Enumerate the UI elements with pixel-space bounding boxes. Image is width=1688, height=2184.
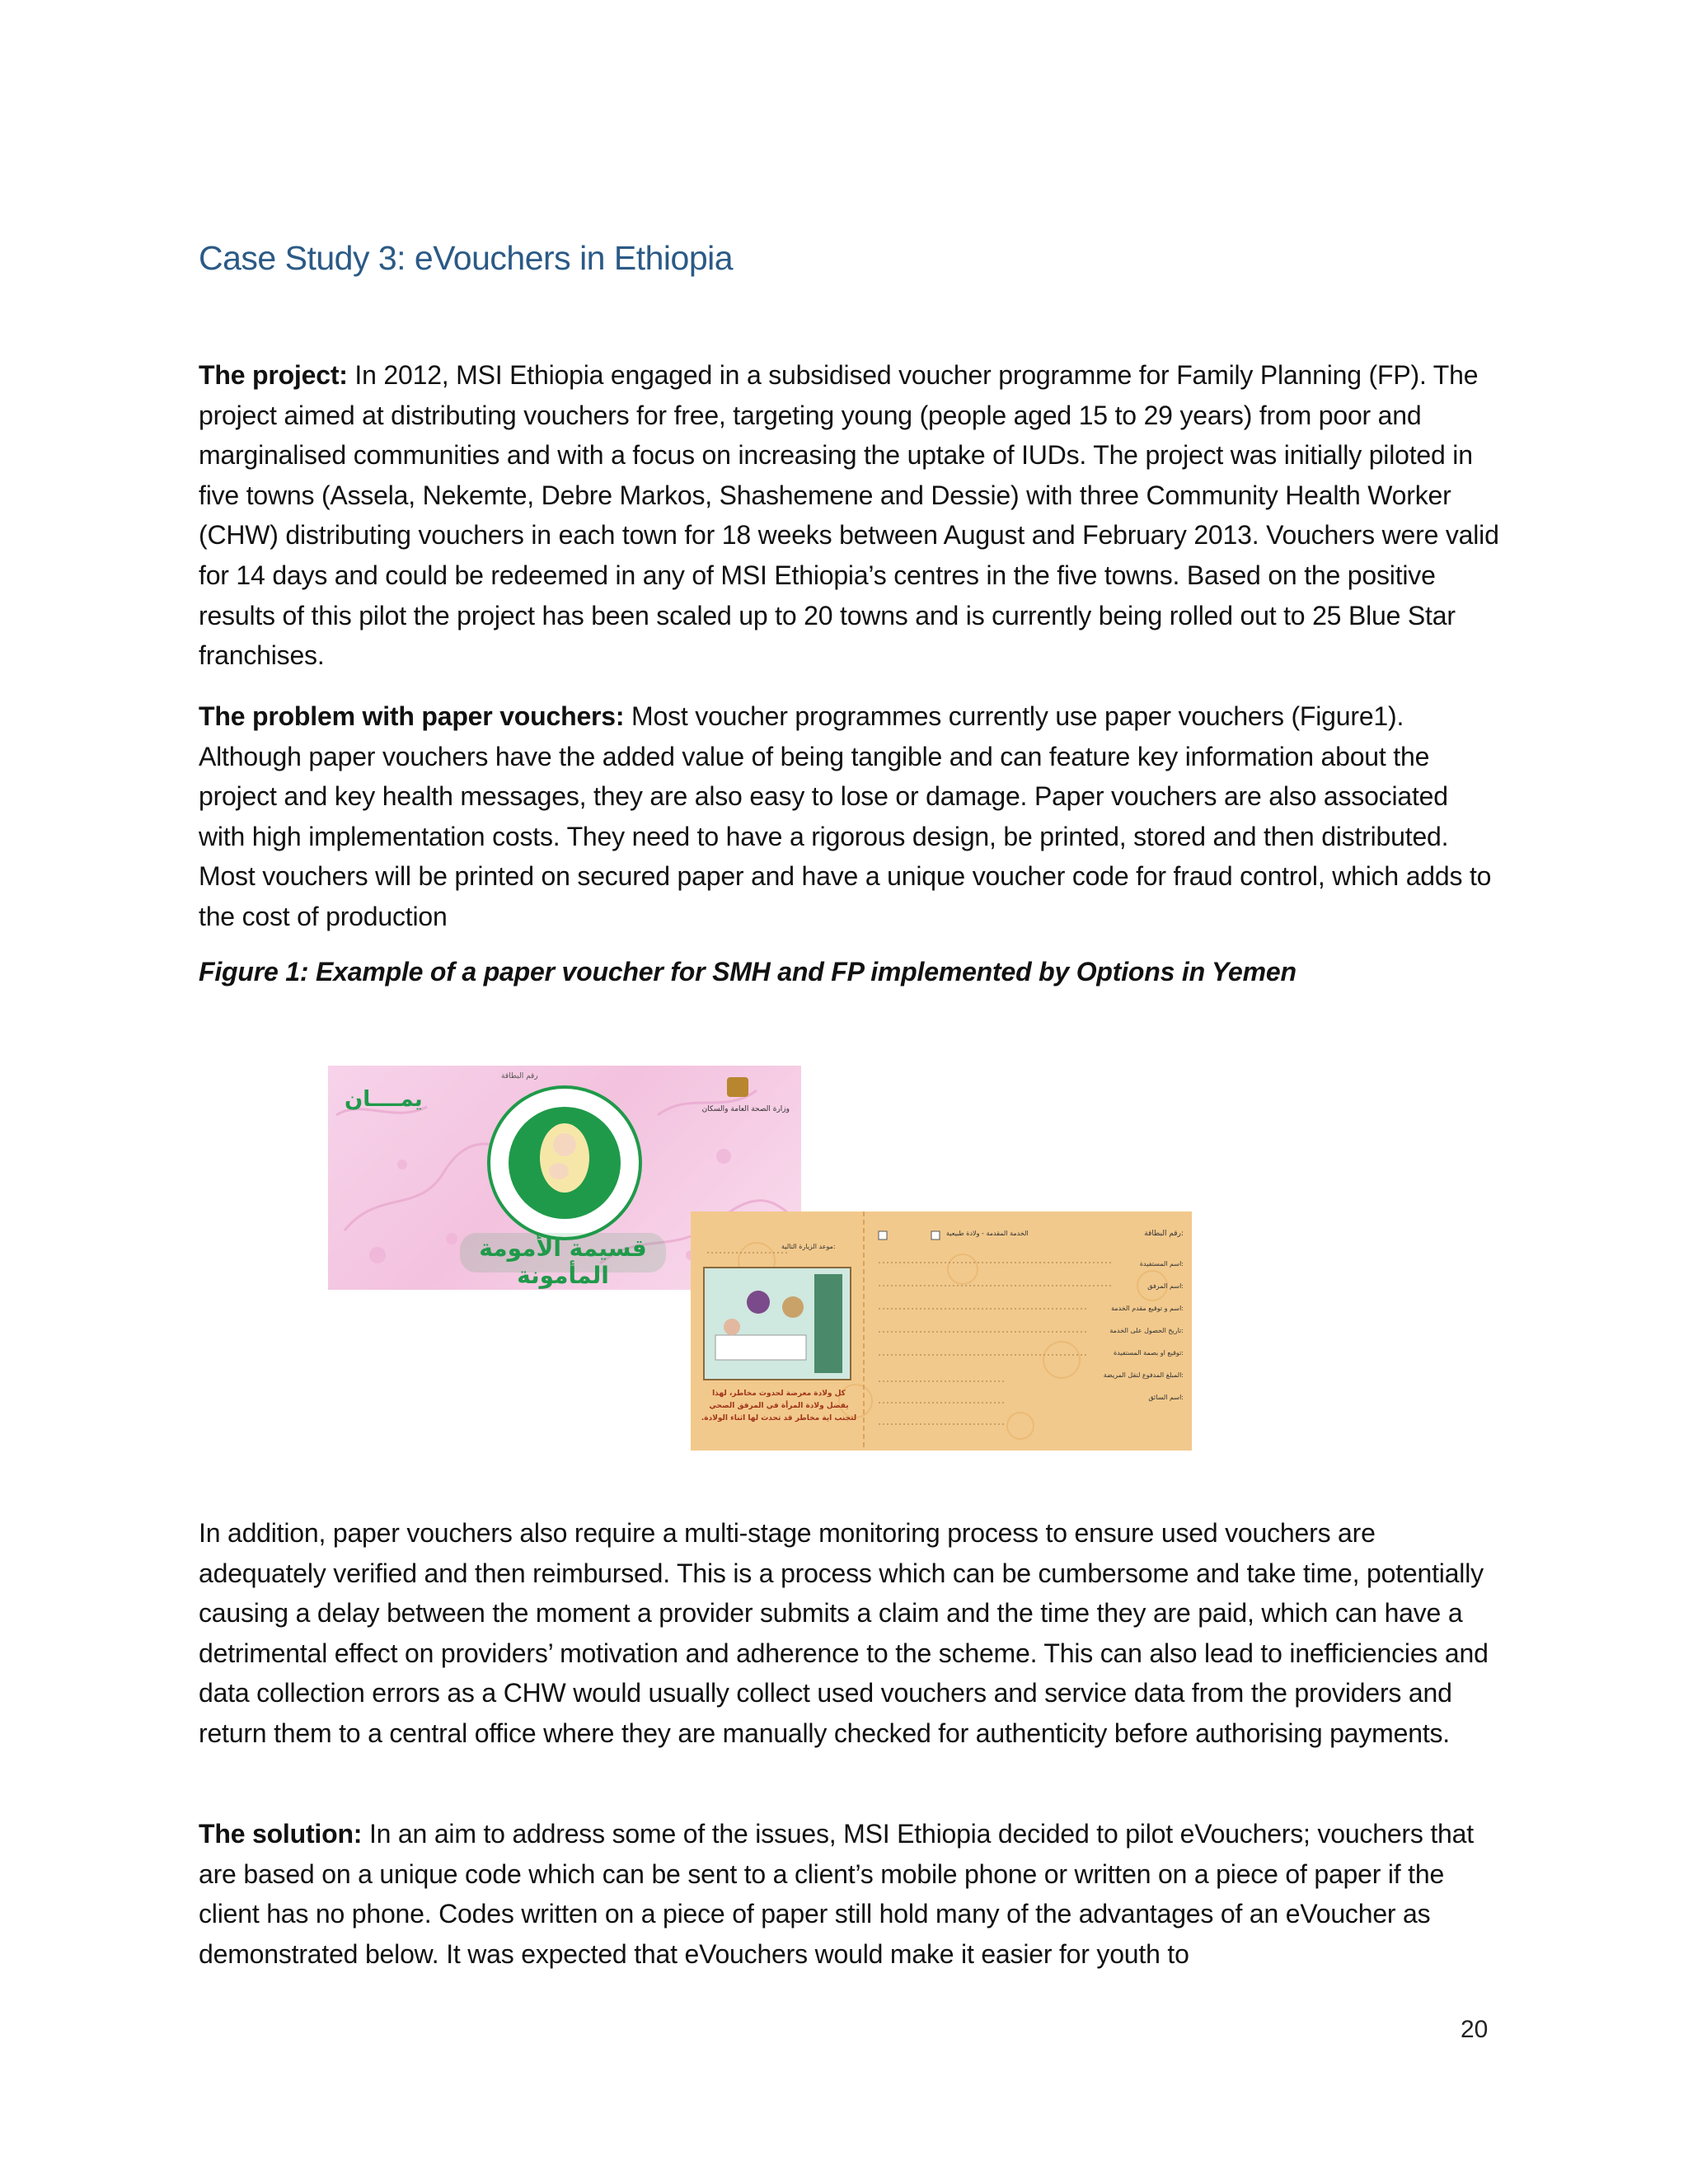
voucher-field-label: اسم السائق:: [1148, 1394, 1184, 1401]
paragraph-monitoring: In addition, paper vouchers also require a multi-stage monitoring process to ensure used vouchers are adequately verified and then reimbursed. This is a process which can be cumbersome and take time, potentially causing a delay between the moment a provider submits a claim and the time they are paid, which can have a detrimental effect on providers’ motivation and adherence to the scheme. This can also lead to inefficiencies and data collection errors as a CHW would usually collect used vouchers and service data from the providers and return them to a central office where they are manually checked for authenticity before authorising payments.: [199, 1518, 1489, 1748]
voucher-field-label: اسم المرفق:: [1147, 1282, 1184, 1290]
voucher-field-label: تاريخ الحصول على الخدمة:: [1109, 1327, 1184, 1334]
paragraph-solution: [199, 1814, 1501, 1974]
voucher-back-service: الخدمة المقدمة - ولادة طبيعية: [946, 1230, 1029, 1237]
voucher-title-text: قسيمة الأمومة المأمونة: [479, 1235, 647, 1289]
paragraph-label: The solution:: [199, 1819, 363, 1849]
voucher-back-image: [691, 1212, 1192, 1451]
voucher-back-fields: [1093, 1253, 1184, 1408]
paragraph-text: Most voucher programmes currently use paper vouchers (Figure1). Although paper vouchers have the added value of being tangible and can feature key information about the project and key health messages, they are also easy to lose or damage. Paper vouchers are also associated with high implementation costs. They need to have a rigorous design, be printed, stored and then distributed. Most vouchers will be printed on secured paper and have a unique voucher code for fraud control, which adds to the cost of production: [199, 701, 1492, 931]
paragraph-text: In 2012, MSI Ethiopia engaged in a subsidised voucher programme for Family Planning (FP). The project aimed at distributing vouchers for free, targeting young (people aged 15 to 29 years) from poor and marginalised communities and with a focus on increasing the uptake of IUDs. The project was initially piloted in five towns (Assela, Nekemte, Debre Markos, Shashemene and Dessie) with three Community Health Worker (CHW) distributing vouchers in each town for 18 weeks between August and February 2013. Vouchers were valid for 14 days and could be redeemed in any of MSI Ethiopia’s centres in the five towns. Based on the positive results of this pilot the project has been scaled up to 20 towns and is currently being rolled out to 25 Blue Star franchises.: [199, 360, 1499, 671]
section-heading: Case Study 3: eVouchers in Ethiopia: [199, 239, 734, 277]
voucher-field-label: توقيع او بصمة المستفيدة:: [1113, 1349, 1184, 1357]
voucher-ministry-text: وزارة الصحة العامة والسكان: [701, 1105, 790, 1113]
paragraph-project: [199, 355, 1501, 676]
paragraph-label: The problem with paper vouchers:: [199, 701, 625, 731]
voucher-field-label: المبلغ المدفوع لنقل المريضة:: [1103, 1371, 1184, 1379]
voucher-field-label: اسم و توقيع مقدم الخدمة:: [1111, 1305, 1184, 1312]
voucher-back-message: كل ولادة معرضة لحدوث مخاطر، لهذا يفضل ولادة المرأة في المرفق الصحي لتجنب اية مخاطر قد تحدث لها اثناء الولادة.: [701, 1390, 857, 1422]
paragraph-text: In an aim to address some of the issues, MSI Ethiopia decided to pilot eVouchers; vouchers that are based on a unique code which can be sent to a client’s mobile phone or written on a piece of paper if the client has no phone. Codes written on a piece of paper still hold many of the advantages of an eVoucher as demonstrated below. It was expected that eVouchers would make it easier for youth to: [199, 1819, 1474, 1969]
voucher-logo-text: يمــــان: [345, 1087, 423, 1112]
voucher-back-card-number: رقم البطاقة:: [1144, 1230, 1184, 1238]
voucher-field-label: اسم المستفيدة:: [1139, 1260, 1184, 1268]
page-number: 20: [1461, 2016, 1489, 2043]
figure-caption: Figure 1: Example of a paper voucher for SMH and FP implemented by Options in Yemen: [199, 957, 1296, 987]
paragraph-problem: [199, 696, 1501, 937]
voucher-card-number-label: رقم البطاقة: [501, 1072, 538, 1080]
paragraph-label: The project:: [199, 360, 348, 390]
voucher-back-next-visit: موعد الزيارة التالية:: [781, 1243, 836, 1250]
